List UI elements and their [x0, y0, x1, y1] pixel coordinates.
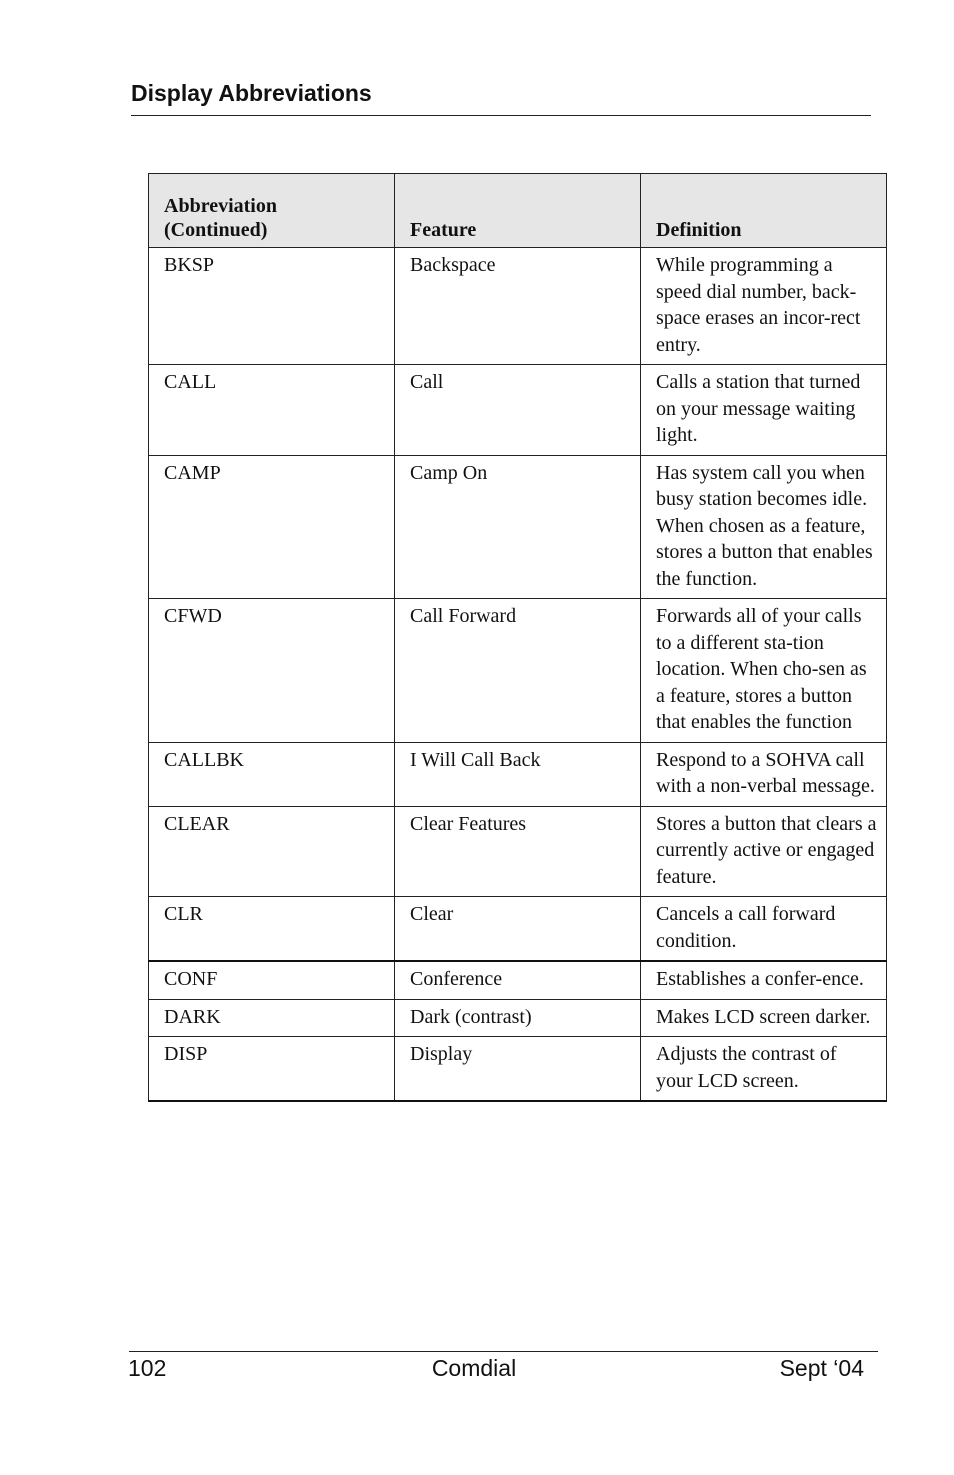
table-row: [149, 897, 887, 962]
definition-cell: Cancels a call forward condition.: [641, 897, 887, 962]
definition-cell: Calls a station that turned on your message waiting light.: [641, 365, 887, 456]
table-row: [149, 365, 887, 456]
feature-cell: I Will Call Back: [395, 742, 641, 806]
abbr-cell: CLR: [149, 897, 395, 962]
header-row: [149, 174, 887, 248]
feature-cell: Dark (contrast): [395, 999, 641, 1037]
abbr-cell: CLEAR: [149, 806, 395, 897]
table-row: [149, 806, 887, 897]
table-row: [149, 1037, 887, 1102]
abbr-cell: CAMP: [149, 455, 395, 599]
definition-cell: Makes LCD screen darker.: [641, 999, 887, 1037]
table-row: [149, 999, 887, 1037]
abbr-cell: DARK: [149, 999, 395, 1037]
abbr-cell: BKSP: [149, 248, 395, 365]
definition-cell: Stores a button that clears a currently active or engaged feature.: [641, 806, 887, 897]
column-header-definition: [641, 174, 887, 248]
table-header: [149, 174, 887, 248]
feature-cell: Call Forward: [395, 599, 641, 743]
feature-cell: Call: [395, 365, 641, 456]
feature-cell: Display: [395, 1037, 641, 1102]
feature-cell: Camp On: [395, 455, 641, 599]
abbreviations-table: [148, 173, 887, 1102]
definition-cell: Forwards all of your calls to a different sta-tion location. When cho-sen as a feature, stores a button that enables the function: [641, 599, 887, 743]
table-row: [149, 599, 887, 743]
column-header-feature: [395, 174, 641, 248]
abbr-cell: CONF: [149, 961, 395, 999]
page-title: Display Abbreviations: [131, 80, 372, 106]
column-header-abbreviation: [149, 174, 395, 248]
definition-cell: While programming a speed dial number, back-space erases an incor-rect entry.: [641, 248, 887, 365]
table-row: [149, 248, 887, 365]
title-divider: [131, 115, 871, 116]
header-feature-label: Feature: [410, 219, 477, 241]
abbr-cell: DISP: [149, 1037, 395, 1102]
footer-date: Sept ‘04: [779, 1355, 864, 1381]
feature-cell: Clear Features: [395, 806, 641, 897]
table-row: [149, 742, 887, 806]
feature-cell: Conference: [395, 961, 641, 999]
feature-cell: Clear: [395, 897, 641, 962]
table-row: [149, 455, 887, 599]
page-number: 102: [128, 1355, 167, 1381]
header-definition-label: Definition: [656, 219, 742, 241]
table-row: [149, 961, 887, 999]
definition-cell: Adjusts the contrast of your LCD screen.: [641, 1037, 887, 1102]
header-abbreviation-label: Abbreviation (Continued): [164, 195, 277, 241]
footer-divider: [129, 1351, 878, 1352]
definition-cell: Respond to a SOHVA call with a non-verbal message.: [641, 742, 887, 806]
abbr-cell: CFWD: [149, 599, 395, 743]
abbr-cell: CALLBK: [149, 742, 395, 806]
abbr-cell: CALL: [149, 365, 395, 456]
feature-cell: Backspace: [395, 248, 641, 365]
footer-publisher: Comdial: [431, 1355, 517, 1381]
definition-cell: Establishes a confer-ence.: [641, 961, 887, 999]
definition-cell: Has system call you when busy station becomes idle. When chosen as a feature, stores a button that enables the function.: [641, 455, 887, 599]
